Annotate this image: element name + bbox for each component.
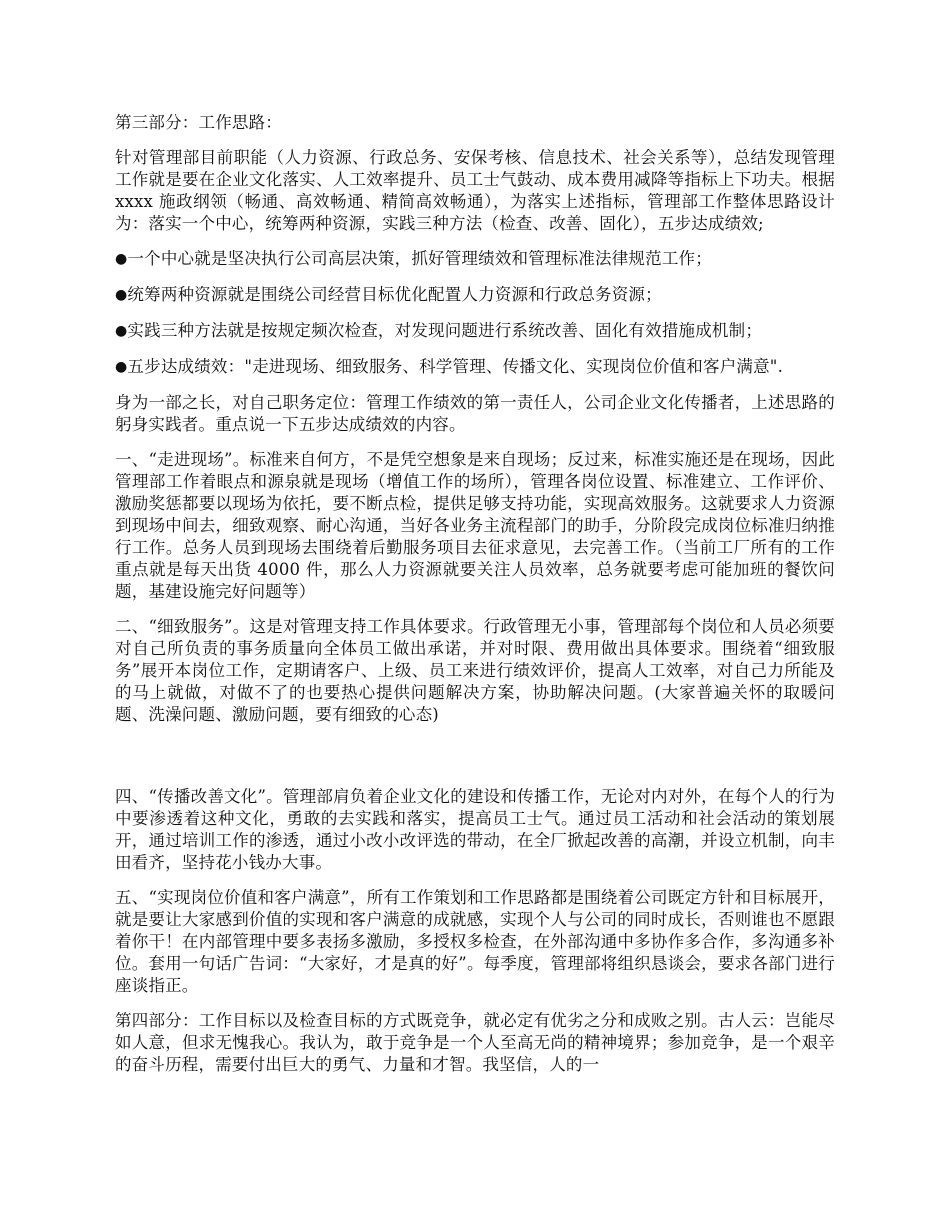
item-1-paragraph: 一、“走进现场”。标准来自何方，不是凭空想象是来自现场；反过来，标准实施还是在现场，因此管理部工作着眼点和源泉就是现场（增值工作的场所），管理各岗位设置、标准建立、工作评价、激励奖惩都要以现场为依托，要不断点检，提供足够支持功能，实现高效服务。这就要求人力资源到现场中间去，细致观察、耐心沟通，当好各业务主流程部门的助手，分阶段完成岗位标准归纳推行工作。总务人员到现场去围绕着后勤服务项目去征求意见，去完善工作。（当前工厂所有的工作重点就是每天出货 4000 件，那么人力资源就要关注人员效率，总务就要考虑可能加班的餐饮问题，基建设施完好问题等） <box>115 450 835 601</box>
item-2-paragraph: 二、“细致服务”。这是对管理支持工作具体要求。行政管理无小事，管理部每个岗位和人员必须要对自己所负责的事务质量向全体员工做出承诺，并对时限、费用做出具体要求。围绕着“细致服务”展开本岗位工作，定期请客户、上级、员工来进行绩效评价，提高人工效率，对自己力所能及的马上就做，对做不了的也要热心提供问题解决方案，协助解决问题。(大家普遍关怀的取暖问题、洗澡问题、激励问题，要有细致的心态) <box>115 617 835 724</box>
bullet-text: 五步达成绩效："走进现场、细致服务、科学管理、传播文化、实现岗位价值和客户满意". <box>127 357 784 376</box>
blank-gap <box>115 739 835 786</box>
section4-paragraph: 第四部分：工作目标以及检查目标的方式既竞争，就必定有优劣之分和成败之别。古人云：岂能尽如人意，但求无愧我心。我认为，敢于竞争是一个人至高无尚的精神境界；参加竞争，是一个艰辛的奋斗历程，需要付出巨大的勇气、力量和才智。我坚信，人的一 <box>115 1011 835 1074</box>
role-paragraph: 身为一部之长，对自己职务定位：管理工作绩效的第一责任人，公司企业文化传播者，上述思路的躬身实践者。重点说一下五步达成绩效的内容。 <box>115 393 835 434</box>
section3-title: 第三部分：工作思路： <box>115 113 282 132</box>
bullet-text: 统筹两种资源就是围绕公司经营目标优化配置人力资源和行政总务资源； <box>127 285 662 304</box>
bullet-icon: ● <box>115 287 128 303</box>
bullet-item <box>115 320 835 343</box>
bullet-icon: ● <box>115 359 128 375</box>
bullet-icon: ● <box>115 251 128 267</box>
item-4-paragraph: 四、“传播改善文化”。管理部肩负着企业文化的建设和传播工作，无论对内对外，在每个人的行为中要渗透着这种文化，勇敢的去实践和落实，提高员工士气。通过员工活动和社会活动的策划展开，通过培训工作的渗透，通过小改小改评选的带动，在全厂掀起改善的高潮，并设立机制，向丰田看齐，坚持花小钱办大事。 <box>115 787 835 872</box>
document-body <box>115 112 835 1089</box>
bullet-text: 实践三种方法就是按规定频次检查，对发现问题进行系统改善、固化有效措施成机制； <box>127 321 763 340</box>
bullet-icon: ● <box>115 323 128 339</box>
item-5-paragraph: 五、“实现岗位价值和客户满意”，所有工作策划和工作思路都是围绕着公司既定方针和目标展开，就是要让大家感到价值的实现和客户满意的成就感，实现个人与公司的同时成长，否则谁也不愿跟着你干！在内部管理中要多表扬多激励，多授权多检查，在外部沟通中多协作多合作，多沟通多补位。套用一句话广告词：“大家好，才是真的好”。每季度，管理部将组织恳谈会，要求各部门进行座谈指正。 <box>115 888 835 995</box>
bullet-item <box>115 284 835 307</box>
intro-paragraph: 针对管理部目前职能（人力资源、行政总务、安保考核、信息技术、社会关系等），总结发现管理工作就是要在企业文化落实、人工效率提升、员工士气鼓动、成本费用减降等指标上下功夫。根据 xxxx 施政纲领（畅通、高效畅通、精简高效畅通），为落实上述指标，管理部工作整体思路设计为：落实一个中心，统筹两种资源，实践三种方法（检查、改善、固化），五步达成绩效; <box>115 148 835 233</box>
bullet-item <box>115 356 835 379</box>
bullet-text: 一个中心就是坚决执行公司高层决策，抓好管理绩效和管理标准法律规范工作； <box>127 249 712 268</box>
bullet-item <box>115 248 835 271</box>
